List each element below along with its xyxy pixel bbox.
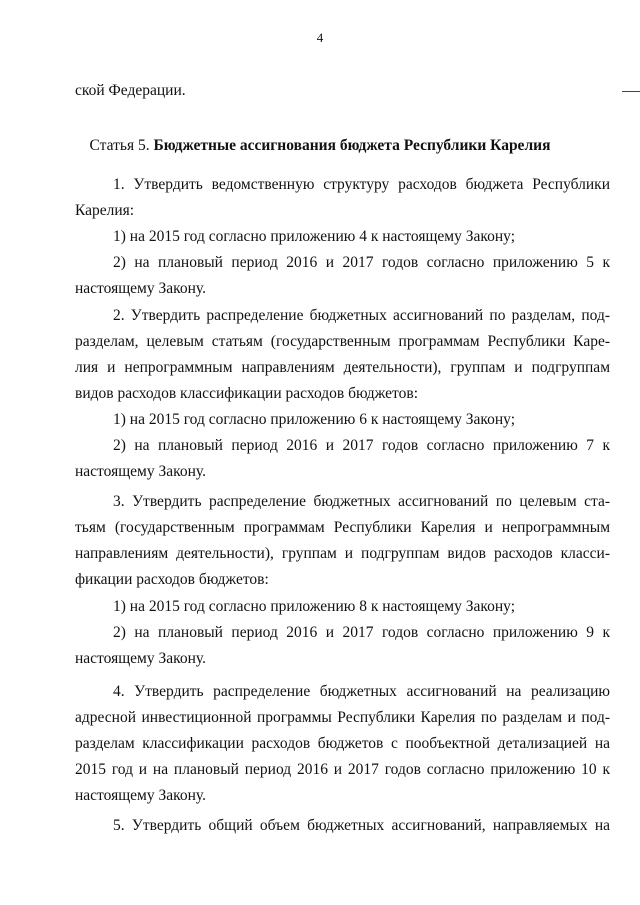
- body-line: 1) на 2015 год согласно приложению 4 к настоящему Закону;: [113, 228, 516, 245]
- body-line: Карелия:: [75, 202, 135, 219]
- body-line: 2) на плановый период 2016 и 2017 годов согласно приложению 9 к: [113, 624, 610, 641]
- body-line: разделам классификации расходов бюджетов с пообъектной детализацией на: [75, 735, 610, 752]
- article-prefix: Статья 5.: [89, 137, 154, 154]
- body-line: настоящему Закону.: [75, 463, 206, 480]
- body-line: настоящему Закону.: [75, 650, 206, 667]
- article-title: Бюджетные ассигнования бюджета Республики Карелия: [153, 137, 551, 154]
- body-line: направлениям деятельности), группам и подгруппам видов расходов класси-: [75, 545, 610, 562]
- body-line: 2015 год и на плановый период 2016 и 2017 годов согласно приложению 10 к: [75, 761, 610, 778]
- body-line: 2) на плановый период 2016 и 2017 годов согласно приложению 5 к: [113, 254, 610, 271]
- body-line: разделам, целевым статьям (государственным программам Республики Каре-: [75, 333, 610, 350]
- margin-cut-line: [622, 91, 640, 92]
- body-line: 1. Утвердить ведомственную структуру расходов бюджета Республики: [113, 176, 610, 193]
- body-line: тьям (государственным программам Республики Карелия и непрограммным: [75, 519, 610, 536]
- body-line: 4. Утвердить распределение бюджетных ассигнований на реализацию: [113, 683, 610, 700]
- body-line: 1) на 2015 год согласно приложению 6 к настоящему Закону;: [113, 411, 516, 428]
- body-line: лия и непрограммным направлениям деятельности), группам и подгруппам: [75, 359, 610, 376]
- page-number: 4: [316, 30, 324, 45]
- body-line: 5. Утвердить общий объем бюджетных ассигнований, направляемых на: [113, 817, 610, 834]
- body-line: ской Федерации.: [75, 82, 186, 99]
- body-line: 2. Утвердить распределение бюджетных ассигнований по разделам, под-: [113, 307, 610, 324]
- body-line: видов расходов классификации расходов бюджетов:: [75, 385, 419, 402]
- body-line: настоящему Закону.: [75, 280, 206, 297]
- body-line: 3. Утвердить распределение бюджетных ассигнований по целевым ста-: [113, 493, 610, 510]
- body-line: настоящему Закону.: [75, 787, 206, 804]
- body-line: 2) на плановый период 2016 и 2017 годов согласно приложению 7 к: [113, 437, 610, 454]
- article-heading: [0, 136, 640, 156]
- body-line: адресной инвестиционной программы Республики Карелия по разделам и под-: [75, 709, 610, 726]
- body-line: фикации расходов бюджетов:: [75, 571, 269, 588]
- body-line: 1) на 2015 год согласно приложению 8 к настоящему Закону;: [113, 598, 516, 615]
